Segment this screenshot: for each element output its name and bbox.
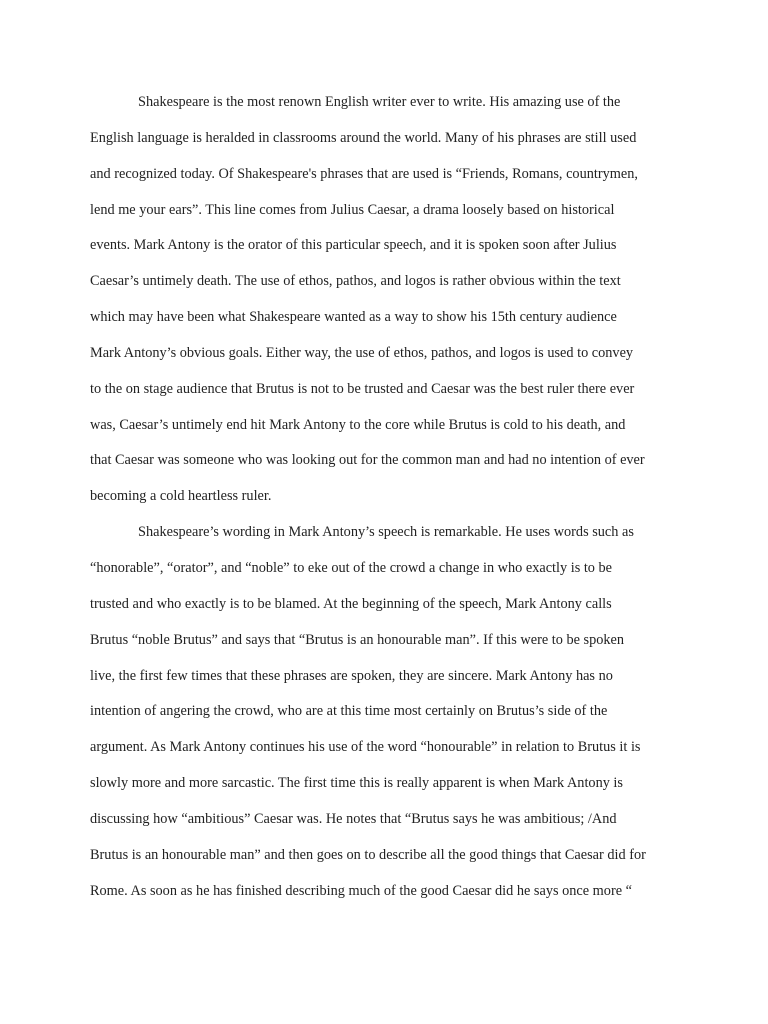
essay-paragraph bbox=[90, 90, 680, 520]
paragraph-line: Mark Antony’s obvious goals. Either way, the use of ethos, pathos, and logos is used to convey bbox=[90, 344, 634, 361]
paragraph-line: trusted and who exactly is to be blamed. At the beginning of the speech, Mark Antony calls bbox=[90, 595, 612, 612]
paragraph-line: Shakespeare is the most renown English writer ever to write. His amazing use of the bbox=[138, 94, 621, 110]
paragraph-line: live, the first few times that these phrases are spoken, they are sincere. Mark Antony has no bbox=[90, 667, 613, 684]
paragraph-line: Shakespeare’s wording in Mark Antony’s speech is remarkable. He uses words such as bbox=[138, 524, 634, 541]
paragraph-line: to the on stage audience that Brutus is not to be trusted and Caesar was the best ruler there ever bbox=[90, 380, 635, 397]
paragraph-line: “honorable”, “orator”, and “noble” to eke out of the crowd a change in who exactly is to be bbox=[90, 559, 613, 576]
paragraph-line: slowly more and more sarcastic. The first time this is really apparent is when Mark Antony is bbox=[90, 775, 623, 792]
paragraph-line: discussing how “ambitious” Caesar was. He notes that “Brutus says he was ambitious; /And bbox=[90, 810, 617, 827]
paragraph-line: and recognized today. Of Shakespeare's phrases that are used is “Friends, Romans, countrymen, bbox=[90, 165, 638, 182]
paragraph-line: intention of angering the crowd, who are at this time most certainly on Brutus’s side of the bbox=[90, 703, 608, 720]
essay-body bbox=[90, 90, 680, 914]
paragraph-line: Brutus is an honourable man” and then goes on to describe all the good things that Caesar did for bbox=[90, 846, 646, 863]
paragraph-line: Rome. As soon as he has finished describing much of the good Caesar did he says once more “ bbox=[90, 882, 632, 899]
paragraph-line: English language is heralded in classrooms around the world. Many of his phrases are still used bbox=[90, 129, 637, 146]
paragraph-line: Caesar’s untimely death. The use of ethos, pathos, and logos is rather obvious within the text bbox=[90, 273, 621, 290]
paragraph-line: that Caesar was someone who was looking out for the common man and had no intention of ever bbox=[90, 452, 645, 469]
paragraph-line: lend me your ears”. This line comes from Julius Caesar, a drama loosely based on historical bbox=[90, 201, 615, 218]
paragraph-line: events. Mark Antony is the orator of this particular speech, and it is spoken soon after Julius bbox=[90, 237, 617, 254]
paragraph-line: which may have been what Shakespeare wanted as a way to show his 15th century audience bbox=[90, 309, 617, 326]
paragraph-line: becoming a cold heartless ruler. bbox=[90, 488, 272, 505]
essay-paragraph bbox=[90, 520, 680, 914]
paragraph-line: was, Caesar’s untimely end hit Mark Antony to the core while Brutus is cold to his death, and bbox=[90, 416, 626, 433]
paragraph-line: argument. As Mark Antony continues his use of the word “honourable” in relation to Brutus it is bbox=[90, 739, 641, 756]
paragraph-line: Brutus “noble Brutus” and says that “Brutus is an honourable man”. If this were to be spoken bbox=[90, 631, 625, 648]
